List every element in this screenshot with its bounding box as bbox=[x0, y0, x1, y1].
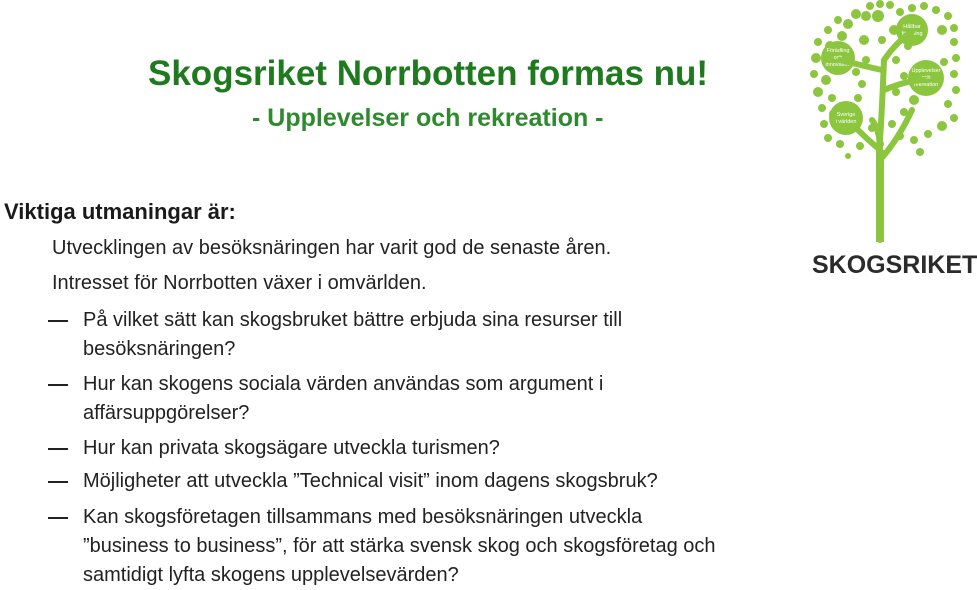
bullet-text bbox=[83, 434, 843, 463]
dash-icon bbox=[48, 517, 68, 519]
slide-subtitle: - Upplevelser och rekreation - bbox=[252, 104, 604, 132]
bullet-line: besöksnäringen? bbox=[83, 338, 236, 360]
bullet-line: Möjligheter att utveckla ”Technical visit” inom dagens skogsbruk? bbox=[83, 470, 658, 492]
dash-icon bbox=[48, 384, 68, 386]
leaf-label: och bbox=[833, 55, 843, 61]
leaf-label: Upplevelser bbox=[911, 68, 941, 74]
leaf-label: förädling bbox=[901, 31, 923, 37]
dash-icon bbox=[48, 448, 68, 450]
dash-icon bbox=[48, 320, 68, 322]
leaf-label: och bbox=[921, 75, 931, 81]
brand-logo-text: SKOGSRIKET bbox=[812, 251, 977, 279]
leaf-label: i världen bbox=[835, 119, 857, 125]
bullet-text bbox=[83, 503, 843, 590]
bullet-line: På vilket sätt kan skogsbruket bättre erbjuda sina resurser till bbox=[83, 309, 623, 331]
leaf-label: innovation bbox=[825, 62, 851, 68]
bullet-line: Hur kan privata skogsägare utveckla turismen? bbox=[83, 437, 500, 459]
slide-title-text: Skogsriket Norrbotten formas nu! bbox=[148, 54, 709, 93]
bullet-text bbox=[83, 370, 843, 428]
dash-icon bbox=[48, 481, 68, 483]
leaf-label: rekreation bbox=[913, 82, 939, 88]
tree-logo-icon bbox=[808, 0, 959, 285]
leaf-label: Förädling bbox=[826, 48, 850, 54]
leaf-label: Hållbar bbox=[903, 24, 921, 30]
bullet-line: Kan skogsföretagen tillsammans med besöksnäringen utveckla bbox=[83, 506, 643, 528]
section-heading: Viktiga utmaningar är: bbox=[4, 199, 236, 224]
leaf-label: Sverige bbox=[836, 112, 856, 118]
bullet-line: affärsuppgörelser? bbox=[83, 402, 250, 424]
bullet-line: Hur kan skogens sociala värden användas som argument i bbox=[83, 373, 604, 395]
bullet-text bbox=[83, 306, 843, 364]
bullet-text bbox=[83, 467, 843, 496]
paragraph-2: Intresset för Norrbotten växer i omvärlden. bbox=[52, 272, 427, 294]
bullet-line: samtidigt lyfta skogens upplevelsevärden? bbox=[83, 564, 459, 586]
paragraph-1: Utvecklingen av besöksnäringen har varit god de senaste åren. bbox=[52, 237, 612, 259]
bullet-line: ”business to business”, för att stärka svensk skog och skogsföretag och bbox=[83, 535, 716, 557]
